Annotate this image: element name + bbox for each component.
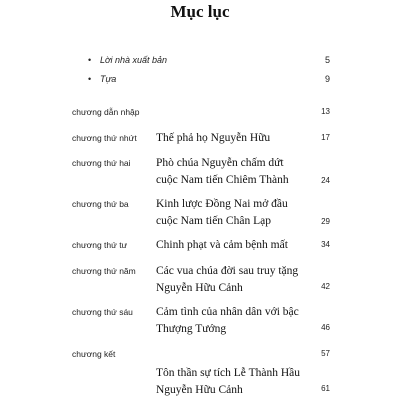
toc-page-number: 13 <box>321 107 330 116</box>
toc-chapter-label: chương thứ năm <box>72 266 136 276</box>
toc-chapter-label: chương thứ nhứt <box>72 133 137 143</box>
toc-preliminary-label: Tựa <box>100 74 117 84</box>
toc-chapter-label: chương thứ hai <box>72 158 131 168</box>
toc-chapter-title: Thế phả họ Nguyễn Hữu <box>156 132 271 144</box>
toc-chapter-label: chương thứ ba <box>72 199 129 209</box>
toc-page-number: 17 <box>321 133 330 142</box>
toc-page-number: 9 <box>324 74 330 84</box>
bullet-icon: • <box>88 74 92 84</box>
toc-chapter-title: Phò chúa Nguyễn chấm dứt cuộc Nam tiến Chiêm Thành <box>156 157 289 186</box>
toc-preliminary-label: Lời nhà xuất bản <box>100 55 167 65</box>
toc-chapter-title: Kinh lược Đồng Nai mở đầu cuộc Nam tiến Chân Lạp <box>156 198 288 227</box>
toc-chapter-label: chương thứ tư <box>72 240 128 250</box>
toc-chapter-label: chương dẫn nhập <box>72 107 140 117</box>
toc-page-number: 24 <box>321 176 330 185</box>
toc-chapter-title: Chinh phạt và cảm bệnh mất <box>156 239 288 251</box>
page-title: Mục lục <box>170 2 230 21</box>
toc-chapter-title: Tôn thần sự tích Lễ Thành Hầu Nguyễn Hữu Cảnh <box>156 367 300 396</box>
toc-page-number: 5 <box>324 55 330 65</box>
toc-page-number: 42 <box>321 282 330 291</box>
toc-chapter-title: Cảm tình của nhân dân với bậc Thượng Tướng <box>156 306 299 335</box>
toc-page-number: 61 <box>321 384 330 393</box>
toc-page-number: 46 <box>321 323 330 332</box>
toc-page-number: 34 <box>321 240 330 249</box>
toc-page-number: 57 <box>321 349 330 358</box>
toc-chapter-label: chương thứ sáu <box>72 307 133 317</box>
toc-chapter-title: Các vua chúa đời sau truy tặng Nguyễn Hữu Cảnh <box>156 265 299 294</box>
toc-chapter-label: chương kết <box>72 349 116 359</box>
bullet-icon: • <box>88 55 92 65</box>
toc-page-number: 29 <box>321 217 330 226</box>
